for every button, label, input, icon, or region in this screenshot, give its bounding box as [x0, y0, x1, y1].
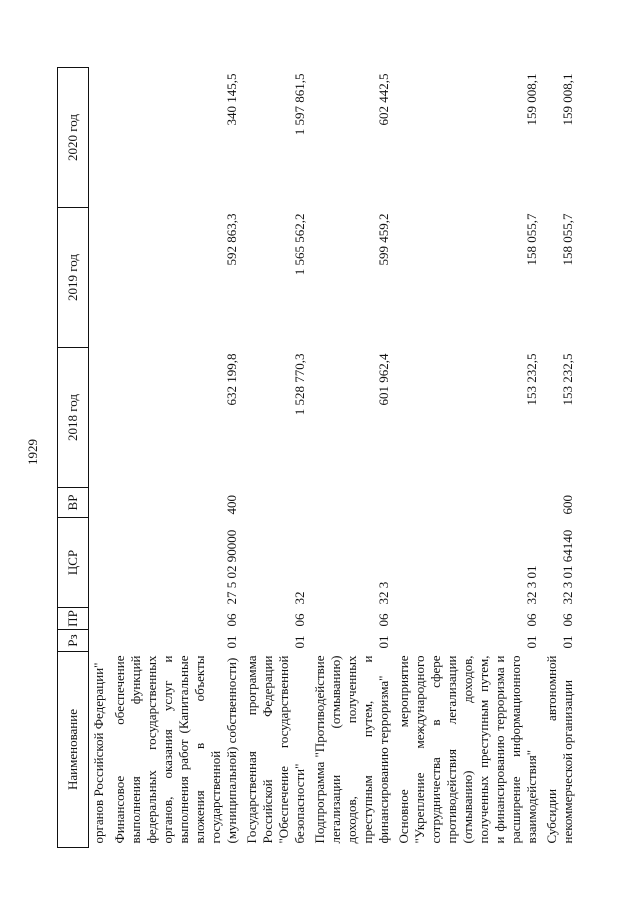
row-vr: 600: [560, 495, 575, 515]
table-row: [310, 68, 394, 848]
row-2020: 340 145,5: [224, 73, 239, 126]
row-2019: 158 055,7: [524, 213, 539, 266]
row-csr: 32 3 01: [524, 565, 539, 605]
row-vr: [394, 488, 542, 518]
row-vr: [242, 488, 310, 518]
budget-table: [57, 67, 578, 848]
row-pr: 06: [292, 613, 307, 627]
row-2019: 599 459,2: [376, 213, 391, 266]
row-2018: 632 199,8: [224, 353, 239, 406]
rotated-page-content: [57, 68, 587, 848]
row-pr: 06: [560, 613, 575, 627]
table-row: [242, 68, 310, 848]
row-2020: [89, 68, 111, 208]
row-2018: [89, 348, 111, 488]
row-rz: 01: [292, 635, 307, 649]
row-2020: 602 442,5: [376, 73, 391, 126]
row-rz: 01: [524, 635, 539, 649]
row-2018: 153 232,5: [524, 353, 539, 406]
header-2019: 2019 год: [58, 208, 89, 348]
row-vr: [89, 488, 111, 518]
table-header-row: [58, 68, 89, 848]
header-rz: Рз: [58, 630, 89, 652]
row-2020: 1 597 861,5: [292, 73, 307, 136]
row-pr: 06: [524, 613, 539, 627]
row-pr: 06: [224, 613, 239, 627]
header-vr: ВР: [58, 488, 89, 518]
page-number: 1929: [25, 439, 40, 465]
row-pr: [89, 608, 111, 630]
header-csr: ЦСР: [58, 518, 89, 608]
row-vr: 400: [224, 495, 239, 515]
row-name: Субсидии автономной некоммерческой организации: [544, 655, 575, 844]
row-rz: 01: [560, 635, 575, 649]
row-name: Государственная программа Российской Федерации "Обеспечение государственной безопасности": [244, 655, 307, 844]
header-pr: ПР: [58, 608, 89, 630]
header-name: Наименование: [58, 652, 89, 848]
row-vr: [310, 488, 394, 518]
row-csr: 32 3 01 64140: [560, 529, 575, 605]
table-row: [394, 68, 542, 848]
row-pr: 06: [376, 613, 391, 627]
row-name: Подпрограмма "Противодействие легализации (отмыванию) доходов, полученных преступным путем, и финансированию терроризма": [312, 655, 391, 844]
header-2018: 2018 год: [58, 348, 89, 488]
row-2018: 1 528 770,3: [292, 353, 307, 416]
row-2018: 153 232,5: [560, 353, 575, 406]
table-row: [89, 68, 111, 848]
row-2019: [89, 208, 111, 348]
row-name: Финансовое обеспечение выполнения функций федеральных государственных органов, оказания услуг и выполнения работ (Капитальные вложения в объекты государственной (муниципальной) собственности): [112, 655, 239, 844]
row-csr: 32 3: [376, 581, 391, 605]
row-2018: 601 962,4: [376, 353, 391, 406]
table-row: [110, 68, 242, 848]
row-csr: 27 5 02 90000: [224, 529, 239, 605]
row-name: Основное мероприятие "Укрепление международного сотрудничества в сфере противодействия легализации (отмыванию) доходов, полученных преступным путем, и финансированию терроризма и расширение информационного взаимодействия": [396, 655, 539, 844]
row-csr: 32: [292, 591, 307, 605]
row-name: органов Российской Федерации": [91, 662, 106, 844]
row-2020: 159 008,1: [524, 73, 539, 126]
row-2019: 1 565 562,2: [292, 213, 307, 276]
row-2019: 592 863,3: [224, 213, 239, 266]
row-2020: 159 008,1: [560, 73, 575, 126]
header-2020: 2020 год: [58, 68, 89, 208]
row-2019: 158 055,7: [560, 213, 575, 266]
row-rz: 01: [376, 635, 391, 649]
table-row: [542, 68, 578, 848]
row-rz: 01: [224, 635, 239, 649]
row-csr: [89, 518, 111, 608]
row-rz: [89, 630, 111, 652]
